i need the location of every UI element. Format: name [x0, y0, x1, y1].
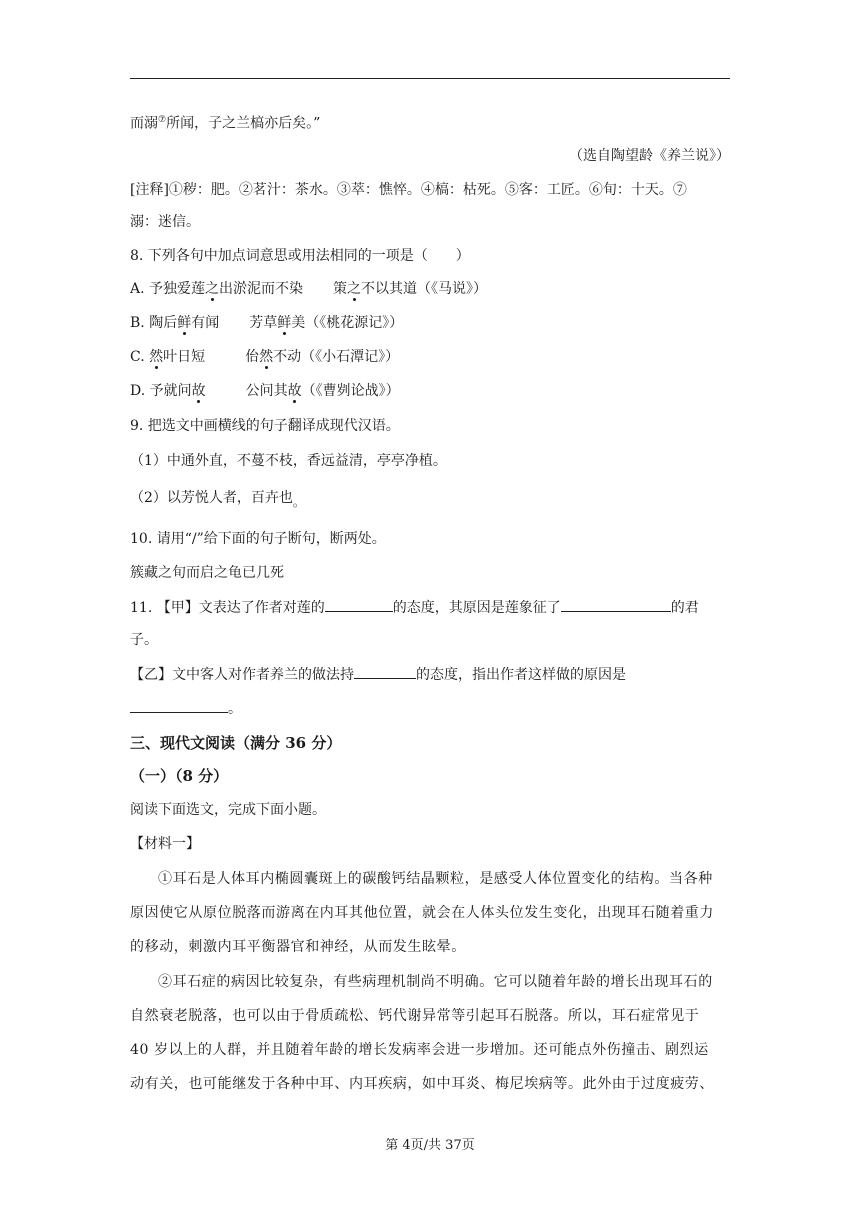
answer-blank[interactable]	[130, 698, 228, 713]
answer-blank[interactable]	[325, 597, 393, 612]
option-text: 出淤泥而不染	[219, 281, 304, 297]
option-text: 不以其道（《马说》）	[361, 281, 488, 297]
option-text: 陶后	[149, 315, 178, 331]
q11-text: 。	[228, 701, 242, 717]
p2-line-3: 40 岁以上的人群，并且随着年龄的增长发病率会进一步增加。还可能点外伤撞击、剧烈运	[130, 1042, 709, 1058]
question-9-stem: 9. 把选文中画横线的句子翻译成现代汉语。	[130, 418, 400, 434]
q9-sentence-2-end: 。	[292, 494, 305, 509]
note-mark: ⑦	[158, 115, 167, 125]
q9-sentence-2	[130, 488, 730, 512]
answer-blank[interactable]	[561, 597, 671, 612]
source-citation: （选自陶望龄《养兰说》）	[569, 148, 730, 164]
q8-option-d	[130, 381, 730, 401]
section-3-title: 三、现代文阅读（满分 36 分）	[130, 734, 342, 752]
q9-sentence-1: （1）中通外直，不蔓不枝，香远益清，亭亭净植。	[130, 453, 447, 469]
page-footer: 第 4页/共 37页	[385, 1138, 475, 1153]
passage-text: 而溺	[130, 115, 158, 132]
question-8-stem: 8. 下列各句中加点词意思或用法相同的一项是（ ）	[130, 248, 470, 264]
q11-text: 11. 【甲】文表达了作者对莲的	[130, 600, 325, 616]
p2-line-2: 自然衰老脱落，也可以由于骨质疏松、钙代谢异常等引起耳石脱落。所以，耳石症常见于	[130, 1008, 700, 1024]
option-text: 叶日短	[163, 349, 206, 365]
material-heading: 【材料一】	[130, 836, 200, 852]
question-11-a	[130, 597, 730, 618]
dotted-word: 故	[191, 383, 206, 399]
p1-line-2: 原因使它从原位脱落而游离在内耳其他位置，就会在人体头位发生变化，出现耳石随着重力	[130, 905, 714, 921]
p2-line-1: ②耳石症的病因比较复杂，有些病理机制尚不明确。它可以随着年龄的增长出现耳石的	[158, 974, 713, 990]
option-text: 予就问	[149, 383, 192, 399]
q11-text: 【乙】文中客人对作者养兰的做法持	[130, 667, 354, 683]
option-text: 有闻	[191, 315, 220, 331]
q8-option-b	[130, 313, 730, 333]
q9-sentence-2-text: （2）以芳悦人者，百卉也	[130, 490, 293, 506]
option-text: 佁	[245, 349, 260, 365]
q11-text: 的态度，其原因是莲象征了	[392, 600, 561, 616]
p2-line-4: 动有关，也可能继发于各种中耳、内耳疾病，如中耳炎、梅尼埃病等。此外由于过度疲劳、	[130, 1076, 714, 1092]
option-text: 予独爱莲	[149, 281, 206, 297]
q8-option-a	[130, 279, 730, 299]
question-10-stem: 10. 请用“/”给下面的句子断句，断两处。	[130, 531, 386, 547]
option-text: 芳草	[249, 315, 278, 331]
q10-sentence: 簇藏之旬而启之龟已几死	[130, 565, 284, 581]
option-text: 美（《桃花源记》）	[291, 315, 404, 331]
option-text: 策	[333, 281, 348, 297]
q11-text: 的态度，指出作者这样做的原因是	[416, 667, 626, 683]
question-11-b	[130, 664, 730, 685]
dotted-word: 然	[259, 349, 274, 365]
notes-line-1: [注释]①秽：肥。②茗汁：茶水。③萃：憔悴。④槁：枯死。⑤客：工匠。⑥旬：十天。⑦	[130, 182, 687, 198]
option-text: （《曹刿论战》）	[301, 383, 400, 399]
q8-option-c	[130, 347, 730, 367]
header-rule	[130, 78, 730, 79]
section-3-instruction: 阅读下面选文，完成下面小题。	[130, 802, 326, 818]
question-11-b-cont	[130, 698, 730, 719]
option-label: B.	[130, 315, 145, 331]
question-11-a-cont: 子。	[130, 632, 158, 648]
p1-line-3: 的移动，刺激内耳平衡器官和神经，从而发生眩晕。	[130, 939, 466, 955]
option-text: 不动（《小石潭记》）	[273, 349, 400, 365]
p1-line-1: ①耳石是人体耳内椭圆囊斑上的碳酸钙结晶颗粒，是感受人体位置变化的结构。当各种	[158, 871, 713, 887]
dotted-word: 然	[149, 349, 164, 365]
notes-line-2: 溺：迷信。	[130, 214, 200, 230]
passage-text-rest: 所闻，子之兰槁亦后矣。”	[166, 115, 321, 132]
dotted-word: 故	[287, 383, 302, 399]
dotted-word: 之	[347, 281, 362, 297]
passage-end-line	[130, 110, 730, 134]
dotted-word: 之	[205, 281, 220, 297]
option-label: D.	[130, 383, 146, 399]
dotted-word: 鲜	[277, 315, 292, 331]
dotted-word: 鲜	[177, 315, 192, 331]
option-label: C.	[130, 349, 145, 365]
section-3-subtitle: （一）（8 分）	[130, 767, 229, 785]
option-text: 公问其	[245, 383, 288, 399]
q11-text: 的君	[670, 600, 699, 616]
answer-blank[interactable]	[354, 664, 416, 679]
option-label: A.	[130, 281, 145, 297]
